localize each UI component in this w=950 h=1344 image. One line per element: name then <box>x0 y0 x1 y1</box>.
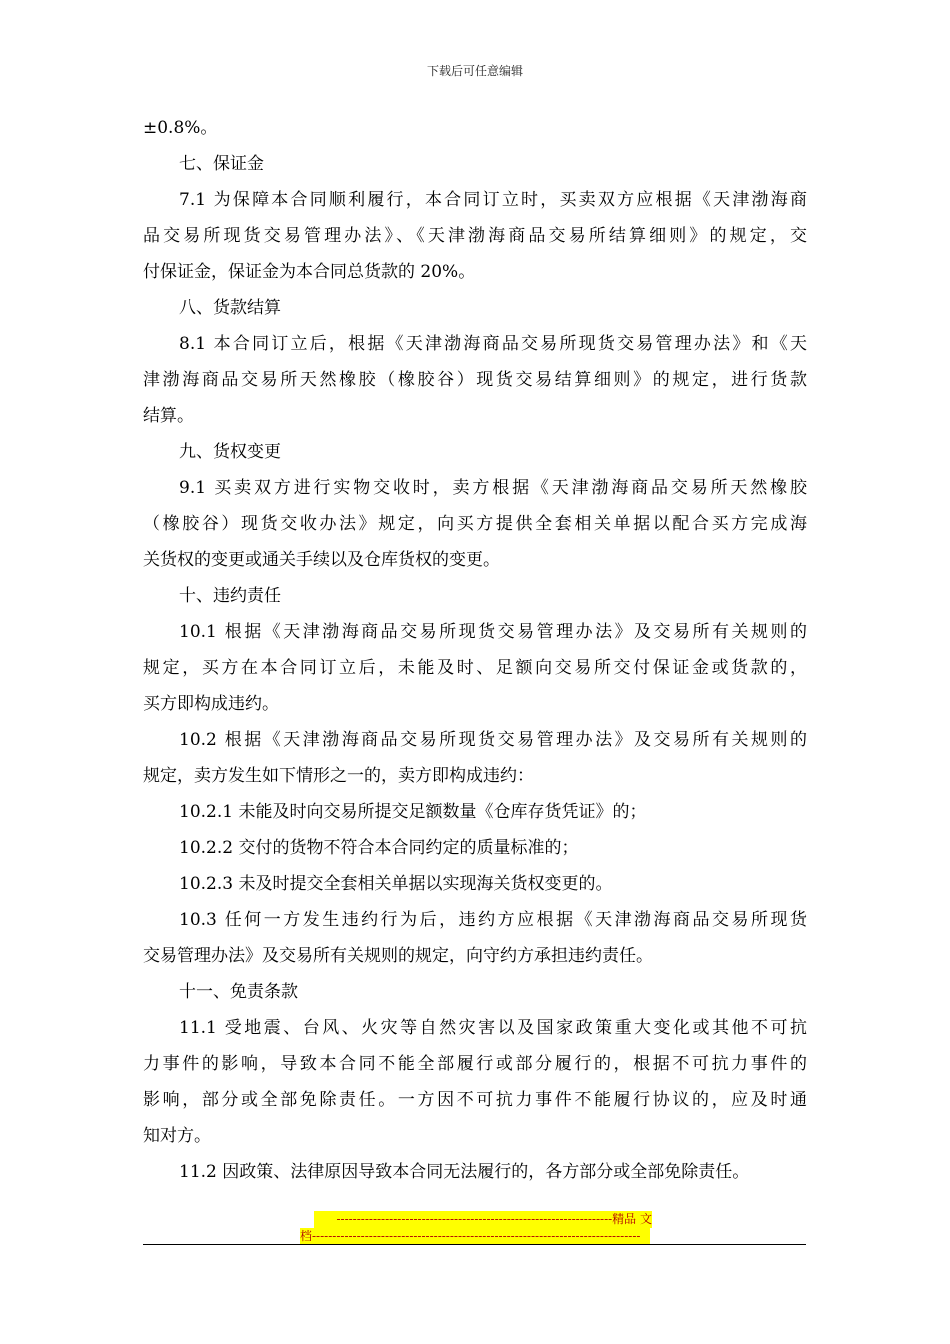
text-line: 11.2 因政策、法律原因导致本合同无法履行的，各方部分或全部免除责任。 <box>179 1162 750 1182</box>
text-line: 10.2.3 未及时提交全套相关单据以实现海关货权变更的。 <box>179 874 613 894</box>
text-line: 结算。 <box>143 406 194 426</box>
text-line: 10.2 根据《天津渤海商品交易所现货交易管理办法》及交易所有关规则的 <box>179 730 807 750</box>
footer-divider <box>143 1244 806 1245</box>
text-line: 买方即构成违约。 <box>143 694 279 714</box>
text-line: 关货权的变更或通关手续以及仓库货权的变更。 <box>143 550 500 570</box>
section-heading: 十、违约责任 <box>179 586 281 606</box>
section-heading: 十一、免责条款 <box>179 982 298 1002</box>
text-line: 知对方。 <box>143 1126 211 1146</box>
text-line: 规定，买方在本合同订立后，未能及时、足额向交易所交付保证金或货款的， <box>143 658 807 678</box>
text-line: 11.1 受地震、台风、火灾等自然灾害以及国家政策重大变化或其他不可抗 <box>179 1018 807 1038</box>
text-line: 力事件的影响，导致本合同不能全部履行或部分履行的，根据不可抗力事件的 <box>143 1054 807 1074</box>
text-line: 影响，部分或全部免除责任。一方因不可抗力事件不能履行协议的，应及时通 <box>143 1090 807 1110</box>
text-line: （橡胶谷）现货交收办法》规定，向买方提供全套相关单据以配合买方完成海 <box>143 514 807 534</box>
document-body <box>143 110 807 1190</box>
text-line: 品交易所现货交易管理办法》、《天津渤海商品交易所结算细则》的规定，交 <box>143 226 807 246</box>
page-footer <box>300 1211 652 1245</box>
section-heading: 八、货款结算 <box>179 298 281 318</box>
text-line: 付保证金，保证金为本合同总货款的 20%。 <box>143 262 476 282</box>
text-line: 10.3 任何一方发生违约行为后，违约方应根据《天津渤海商品交易所现货 <box>179 910 807 930</box>
text-line: 10.2.1 未能及时向交易所提交足额数量《仓库存货凭证》的； <box>179 802 647 822</box>
text-line: 津渤海商品交易所天然橡胶（橡胶谷）现货交易结算细则》的规定，进行货款 <box>143 370 807 390</box>
footer-line: --------------------------------------------------------------------精品 文 <box>314 1211 652 1228</box>
page-header: 下载后可任意编辑 <box>426 64 523 78</box>
section-heading: 九、货权变更 <box>179 442 281 462</box>
text-line: 10.1 根据《天津渤海商品交易所现货交易管理办法》及交易所有关规则的 <box>179 622 807 642</box>
text-line: ±0.8%。 <box>143 118 218 138</box>
text-line: 规定，卖方发生如下情形之一的，卖方即构成违约： <box>143 766 534 786</box>
text-line: 8.1 本合同订立后，根据《天津渤海商品交易所现货交易管理办法》和《天 <box>179 334 807 354</box>
section-heading: 七、保证金 <box>179 154 264 174</box>
text-line: 9.1 买卖双方进行实物交收时，卖方根据《天津渤海商品交易所天然橡胶 <box>179 478 807 498</box>
footer-line: 档--------------------------------------------------------------------------------- <box>300 1228 650 1245</box>
text-line: 交易管理办法》及交易所有关规则的规定，向守约方承担违约责任。 <box>143 946 653 966</box>
text-line: 10.2.2 交付的货物不符合本合同约定的质量标准的； <box>179 838 579 858</box>
text-line: 7.1 为保障本合同顺利履行，本合同订立时，买卖双方应根据《天津渤海商 <box>179 190 807 210</box>
